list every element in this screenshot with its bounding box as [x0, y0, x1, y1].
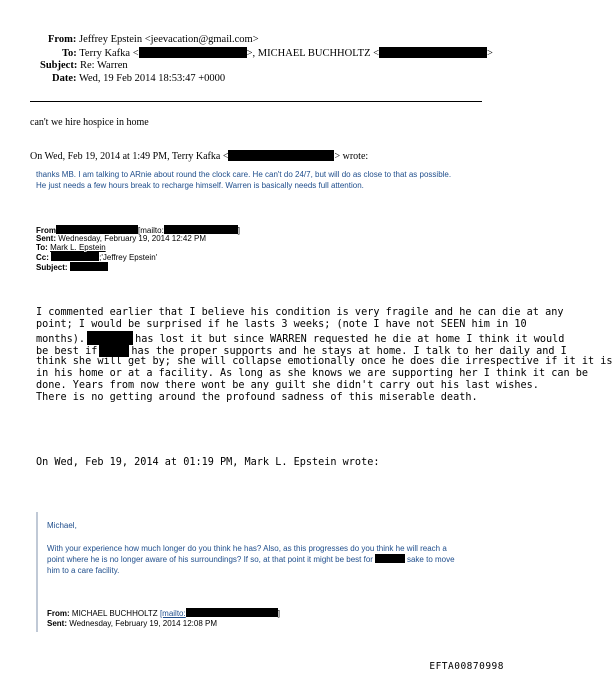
quote3-sent [47, 619, 217, 630]
redaction-box [70, 262, 108, 271]
quote3-from-close: ] [277, 609, 280, 618]
redaction-box [379, 47, 487, 58]
reply-body: can't we hire hospice in home [30, 117, 149, 128]
redaction-box [186, 608, 278, 617]
redaction-box [99, 343, 129, 357]
subject-label: Subject: [40, 60, 78, 71]
header-from [48, 34, 259, 45]
para-line-6: in his home or at a facility. As long as she knows we are supporting her I think it can be [36, 368, 589, 379]
quote1-intro-start: On Wed, Feb 19, 2014 at 1:49 PM, Terry Kafka < [30, 151, 229, 162]
quote3-from-value: MICHAEL BUCHHOLTZ [71, 609, 158, 618]
header-date [52, 73, 225, 84]
quote3-sent-value: Wednesday, February 19, 2014 12:08 PM [69, 619, 218, 628]
para-line-3b: has lost it but since WARREN requested he die at home I think it would [135, 334, 565, 345]
para-line-3a: months). [36, 334, 86, 345]
mailto-link[interactable]: [mailto: [159, 609, 186, 618]
para-line-8: There is no getting around the profound sadness of this miserable death. [36, 392, 478, 403]
quote3-line-2a: point where he is no longer aware of his surroundings? If so, at that point it might be best for [47, 555, 373, 564]
quote2-from-label: From [36, 226, 56, 235]
redaction-box [375, 554, 405, 563]
quote2-to-value: Mark L. Epstein [50, 243, 106, 252]
quote3-line-1: With your experience how much longer do you think he has? Also, as this progresses do you think he will reach a [47, 544, 447, 553]
quote3-line-3: him to a care facility. [47, 566, 120, 575]
quote1-intro-end: > wrote: [334, 151, 369, 162]
to-end: > [487, 48, 493, 59]
date-label: Date: [52, 73, 77, 84]
quote2-cc-label: Cc: [36, 253, 49, 262]
quote2-sent-value: Wednesday, February 19, 2014 12:42 PM [58, 234, 207, 243]
redaction-box [139, 47, 247, 58]
para-line-1: I commented earlier that I believe his condition is very fragile and he can die at any [36, 307, 564, 318]
redaction-box [228, 150, 334, 161]
from-value: Jeffrey Epstein <jeevacation@gmail.com> [79, 34, 259, 45]
quote1-intro [30, 150, 368, 162]
quote3-sent-label: Sent: [47, 619, 67, 628]
quote3-line-2 [47, 554, 455, 565]
quote1-line-2: He just needs a few hours break to recharge himself. Warren is basically needs full attention. [36, 181, 364, 190]
quote3-from [47, 608, 280, 620]
quote2-cc: Cc: ;'Jeffrey Epstein' [36, 253, 158, 262]
to-label: To: [62, 48, 77, 59]
quote2-cc-value: 'Jeffrey Epstein' [101, 253, 158, 262]
header-to [62, 47, 493, 59]
subject-value: Re: Warren [79, 60, 128, 71]
to-mid: >, MICHAEL BUCHHOLTZ < [246, 48, 380, 59]
para-line-7: done. Years from now there wont be any guilt she didn't carry out his last wishes. [36, 380, 539, 391]
date-value: Wed, 19 Feb 2014 18:53:47 +0000 [78, 73, 226, 84]
redaction-box [56, 225, 138, 234]
quote2-from-close: ] [237, 226, 241, 235]
para-line-4b: has the proper supports and he stays at home. I talk to her daily and I [131, 346, 567, 357]
para-line-2: point; I would be surprised if he lasts 3 weeks; (note I have not SEEN him in 10 [36, 319, 527, 330]
redaction-box [164, 225, 241, 235]
quote3-line-2b: sake to move [406, 555, 455, 564]
quote2-from-mailto: [mailto: [138, 226, 164, 235]
to-name-1: Terry Kafka < [79, 48, 139, 59]
header-subject [40, 60, 128, 71]
from-label: From: [48, 34, 77, 45]
document-id: EFTA00870998 [429, 661, 504, 672]
quote2-sent-label: Sent: [36, 234, 56, 243]
quote3-from-label: From: [47, 609, 70, 618]
header-divider [30, 101, 482, 102]
quote1-line-1: thanks MB. I am talking to ARnie about round the clock care. He can't do 24/7, but will do as close to that as possible. [36, 170, 452, 179]
quote2-to-label: To: [36, 243, 48, 252]
quote3-greeting: Michael, [47, 521, 77, 530]
para-line-5: think she will get by; she will collapse emotionally once he does die irrespective if it it is [36, 356, 613, 367]
quote2-subject [36, 262, 108, 273]
redaction-box [51, 252, 99, 261]
quote3-intro: On Wed, Feb 19, 2014 at 01:19 PM, Mark L. Epstein wrote: [36, 457, 380, 468]
para-line-4a: be best if [36, 346, 98, 357]
quote2-subject-label: Subject: [36, 263, 68, 272]
quote-bar [36, 512, 38, 632]
